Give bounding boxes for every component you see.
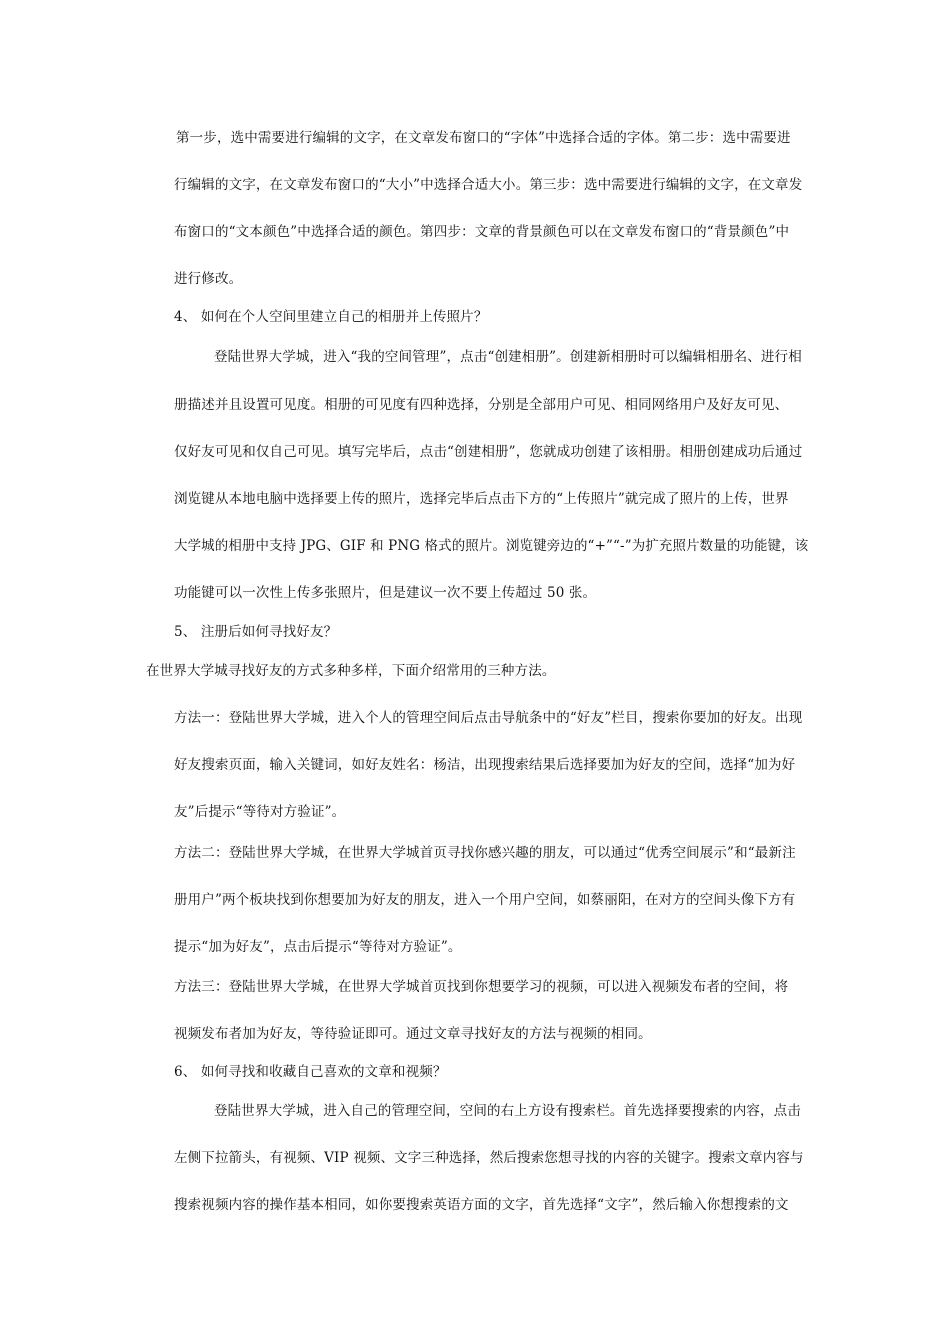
paragraph-line: 大学城的相册中支持 JPG、GIF 和 PNG 格式的照片。浏览键旁边的“+”“-”为扩充照片数量的功能键，该 [174,538,809,554]
paragraph-line: 功能键可以一次性上传多张照片，但是建议一次不要上传超过 50 张。 [174,585,597,601]
paragraph-line: 提示“加为好友”，点击后提示“等待对方验证”。 [174,939,462,955]
paragraph-line: 视频发布者加为好友，等待验证即可。通过文章寻找好友的方法与视频的相同。 [174,1026,652,1042]
section-heading: 4、 如何在个人空间里建立自己的相册并上传照片？ [174,309,488,325]
paragraph-line: 册描述并且设置可见度。相册的可见度有四种选择，分别是全部用户可见、相同网络用户及好友可见、 [174,397,789,413]
paragraph-line: 布窗口的“文本颜色”中选择合适的颜色。第四步：文章的背景颜色可以在文章发布窗口的“背景颜色”中 [174,224,790,240]
paragraph-line: 好友搜索页面，输入关键词，如好友姓名：杨洁，出现搜索结果后选择要加为好友的空间，选择“加为好 [174,757,796,773]
paragraph-line: 浏览键从本地电脑中选择要上传的照片，选择完毕后点击下方的“上传照片”就完成了照片的上传，世界 [174,491,789,507]
section-heading: 6、 如何寻找和收藏自己喜欢的文章和视频？ [174,1064,447,1080]
paragraph-line: 登陆世界大学城，进入“我的空间管理”，点击“创建相册”。创建新相册时可以编辑相册名、进行相 [214,349,802,365]
paragraph-line: 方法一：登陆世界大学城，进入个人的管理空间后点击导航条中的“好友”栏目，搜索你要加的好友。出现 [174,710,803,726]
paragraph-line: 方法三：登陆世界大学城，在世界大学城首页找到你想要学习的视频，可以进入视频发布者的空间，将 [174,979,789,995]
paragraph-line: 登陆世界大学城，进入自己的管理空间，空间的右上方设有搜索栏。首先选择要搜索的内容，点击 [214,1103,801,1119]
paragraph-line: 搜索视频内容的操作基本相同，如你要搜索英语方面的文字，首先选择“文字”，然后输入你想搜索的文 [174,1197,789,1213]
paragraph-line: 左侧下拉箭头，有视频、VIP 视频、文字三种选择，然后搜索您想寻找的内容的关键字。搜索文章内容与 [174,1150,804,1166]
paragraph-line: 仅好友可见和仅自己可见。填写完毕后，点击“创建相册”，您就成功创建了该相册。相册创建成功后通过 [174,444,803,460]
section-heading: 5、 注册后如何寻找好友？ [174,624,338,640]
paragraph-line: 进行修改。 [174,271,243,287]
paragraph-line: 友”后提示“等待对方验证”。 [174,804,346,820]
paragraph-line: 第一步，选中需要进行编辑的文字，在文章发布窗口的“字体”中选择合适的字体。第二步：选中需要进 [176,130,791,146]
paragraph-line: 在世界大学城寻找好友的方式多种多样，下面介绍常用的三种方法。 [146,663,556,679]
paragraph-line: 行编辑的文字，在文章发布窗口的“大小”中选择合适大小。第三步：选中需要进行编辑的文字，在文章发 [174,177,803,193]
paragraph-line: 方法二：登陆世界大学城，在世界大学城首页寻找你感兴趣的朋友，可以通过“优秀空间展示”和“最新注 [174,845,796,861]
paragraph-line: 册用户”两个板块找到你想要加为好友的朋友，进入一个用户空间，如蔡丽阳，在对方的空间头像下方有 [174,892,796,908]
